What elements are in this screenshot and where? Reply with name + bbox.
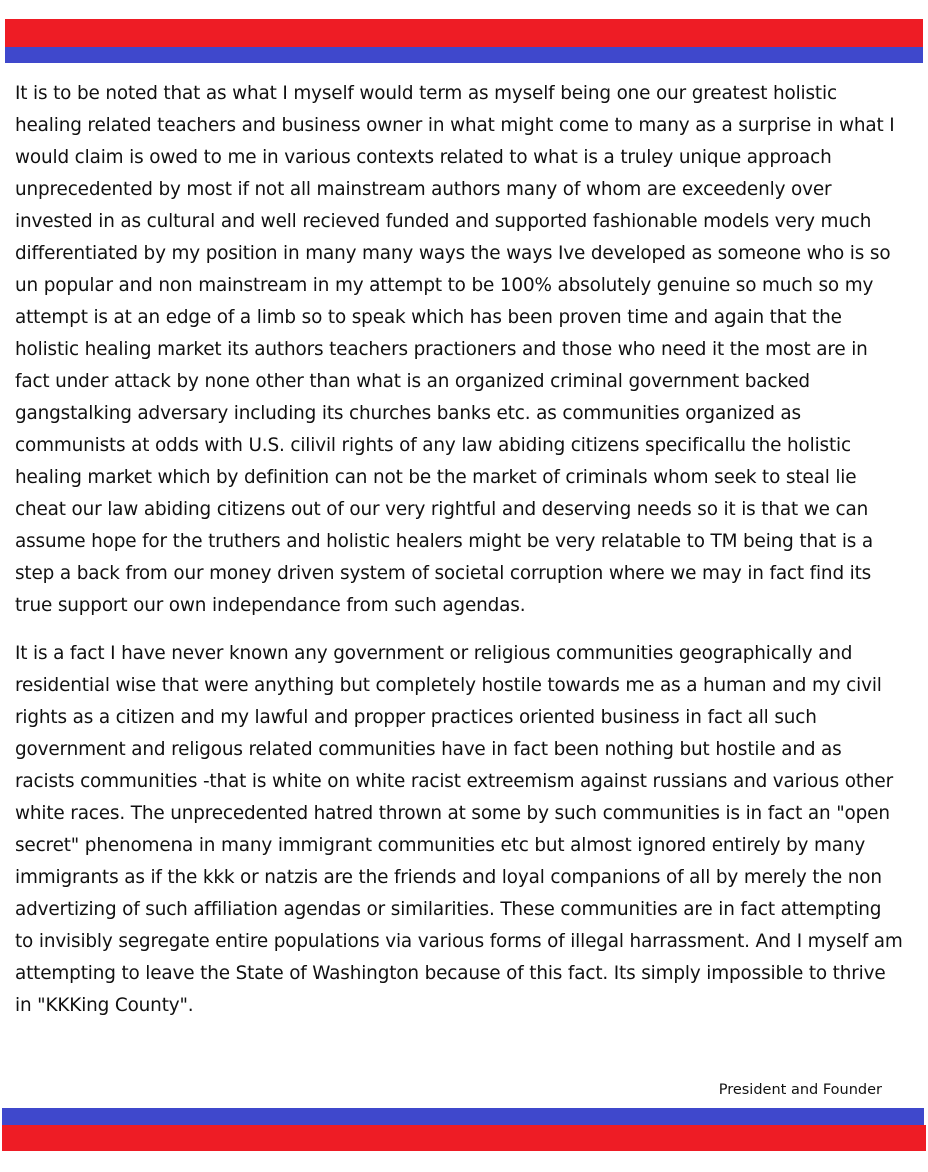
text-line: advertizing of such affiliation agendas or similarities. These communities are in fact attempting (15, 899, 882, 920)
text-line: would claim is owed to me in various contexts related to what is a truley unique approach (15, 147, 832, 168)
top-blue-band (5, 47, 923, 63)
text-line: It is a fact I have never known any government or religious communities geographically and (15, 643, 853, 664)
text-line: government and religous related communities have in fact been nothing but hostile and as (15, 739, 842, 760)
signature-title: President and Founder (718, 1082, 882, 1098)
text-line: healing market which by definition can not be the market of criminals whom seek to steal lie (15, 467, 857, 488)
text-line: fact under attack by none other than what is an organized criminal government backed (15, 371, 810, 392)
text-line: un popular and non mainstream in my attempt to be 100% absolutely genuine so much so my (15, 275, 874, 296)
bottom-red-band (2, 1125, 926, 1151)
text-line: in "KKKing County". (15, 995, 194, 1016)
text-line: differentiated by my position in many many ways the ways Ive developed as someone who is so (15, 243, 891, 264)
text-line: gangstalking adversary including its churches banks etc. as communities organized as (15, 403, 801, 424)
paragraph-2 (15, 638, 915, 1022)
text-line: unprecedented by most if not all mainstream authors many of whom are exceedenly over (15, 179, 832, 200)
text-line: rights as a citizen and my lawful and propper practices oriented business in fact all such (15, 707, 817, 728)
paragraph-1 (15, 78, 915, 622)
text-line: invested in as cultural and well recieved funded and supported fashionable models very much (15, 211, 872, 232)
text-line: true support our own independance from such agendas. (15, 595, 526, 616)
text-line: healing related teachers and business owner in what might come to many as a surprise in what I (15, 115, 895, 136)
text-line: cheat our law abiding citizens out of our very rightful and deserving needs so it is that we can (15, 499, 869, 520)
text-line: secret" phenomena in many immigrant communities etc but almost ignored entirely by many (15, 835, 866, 856)
text-line: residential wise that were anything but completely hostile towards me as a human and my civil (15, 675, 882, 696)
text-line: assume hope for the truthers and holistic healers might be very relatable to TM being that is a (15, 531, 874, 552)
text-line: white races. The unprecedented hatred thrown at some by such communities is in fact an "open (15, 803, 890, 824)
text-line: attempt is at an edge of a limb so to speak which has been proven time and again that the (15, 307, 842, 328)
text-line: racists communities -that is white on white racist extreemism against russians and various other (15, 771, 894, 792)
text-line: holistic healing market its authors teachers practioners and those who need it the most are in (15, 339, 868, 360)
text-line: communists at odds with U.S. cilivil rights of any law abiding citizens specificallu the holistic (15, 435, 851, 456)
top-red-band (5, 19, 923, 47)
document-body (15, 78, 915, 1038)
text-line: immigrants as if the kkk or natzis are the friends and loyal companions of all by merely the non (15, 867, 882, 888)
bottom-blue-band (2, 1108, 924, 1125)
text-line: It is to be noted that as what I myself would term as myself being one our greatest holistic (15, 83, 837, 104)
text-line: attempting to leave the State of Washington because of this fact. Its simply impossible to thrive (15, 963, 886, 984)
text-line: to invisibly segregate entire populations via various forms of illegal harrassment. And I myself am (15, 931, 903, 952)
text-line: step a back from our money driven system of societal corruption where we may in fact find its (15, 563, 872, 584)
